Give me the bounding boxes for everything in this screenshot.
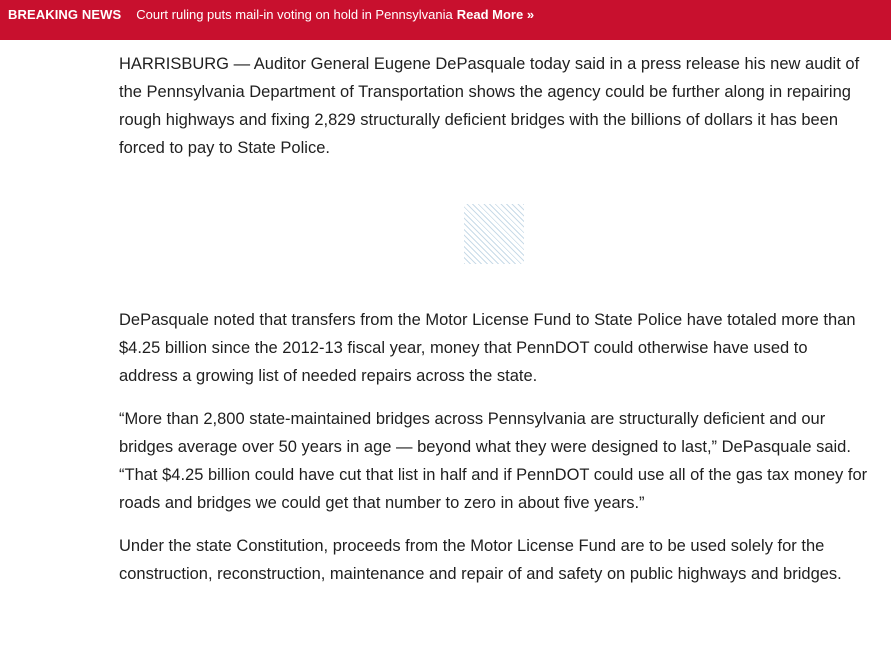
read-more-link[interactable]: Read More » [456, 7, 535, 22]
breaking-news-bar [0, 0, 891, 40]
article-paragraph: DePasquale noted that transfers from the Motor License Fund to State Police have totaled more than $4.25 billion since the 2012-13 fiscal year, money that PennDOT could otherwise have used to address a growing list of needed repairs across the state. [119, 311, 856, 385]
article-paragraph: HARRISBURG — Auditor General Eugene DePasquale today said in a press release his new audit of the Pennsylvania Department of Transportation shows the agency could be further along in repairing rough highways and fixing 2,829 structurally deficient bridges with the billions of dollars it has been forced to pay to State Police. [119, 55, 860, 157]
ad-loading-placeholder [464, 204, 524, 264]
article-paragraph: “More than 2,800 state-maintained bridges across Pennsylvania are structurally deficient and our bridges average over 50 years in age — beyond what they were designed to last,” DePasquale said. “That $4.25 billion could have cut that list in half and if PennDOT could use all of the gas tax money for roads and bridges we could get that number to zero in about five years.” [119, 410, 868, 512]
breaking-news-label: BREAKING NEWS [8, 7, 122, 22]
ad-slot [119, 162, 869, 306]
article-body [119, 50, 869, 588]
article-paragraph: Under the state Constitution, proceeds from the Motor License Fund are to be used solely for the construction, reconstruction, maintenance and repair of and safety on public highways and bridges. [119, 537, 842, 583]
breaking-news-headline-link[interactable]: Court ruling puts mail-in voting on hold in Pennsylvania [136, 7, 453, 22]
